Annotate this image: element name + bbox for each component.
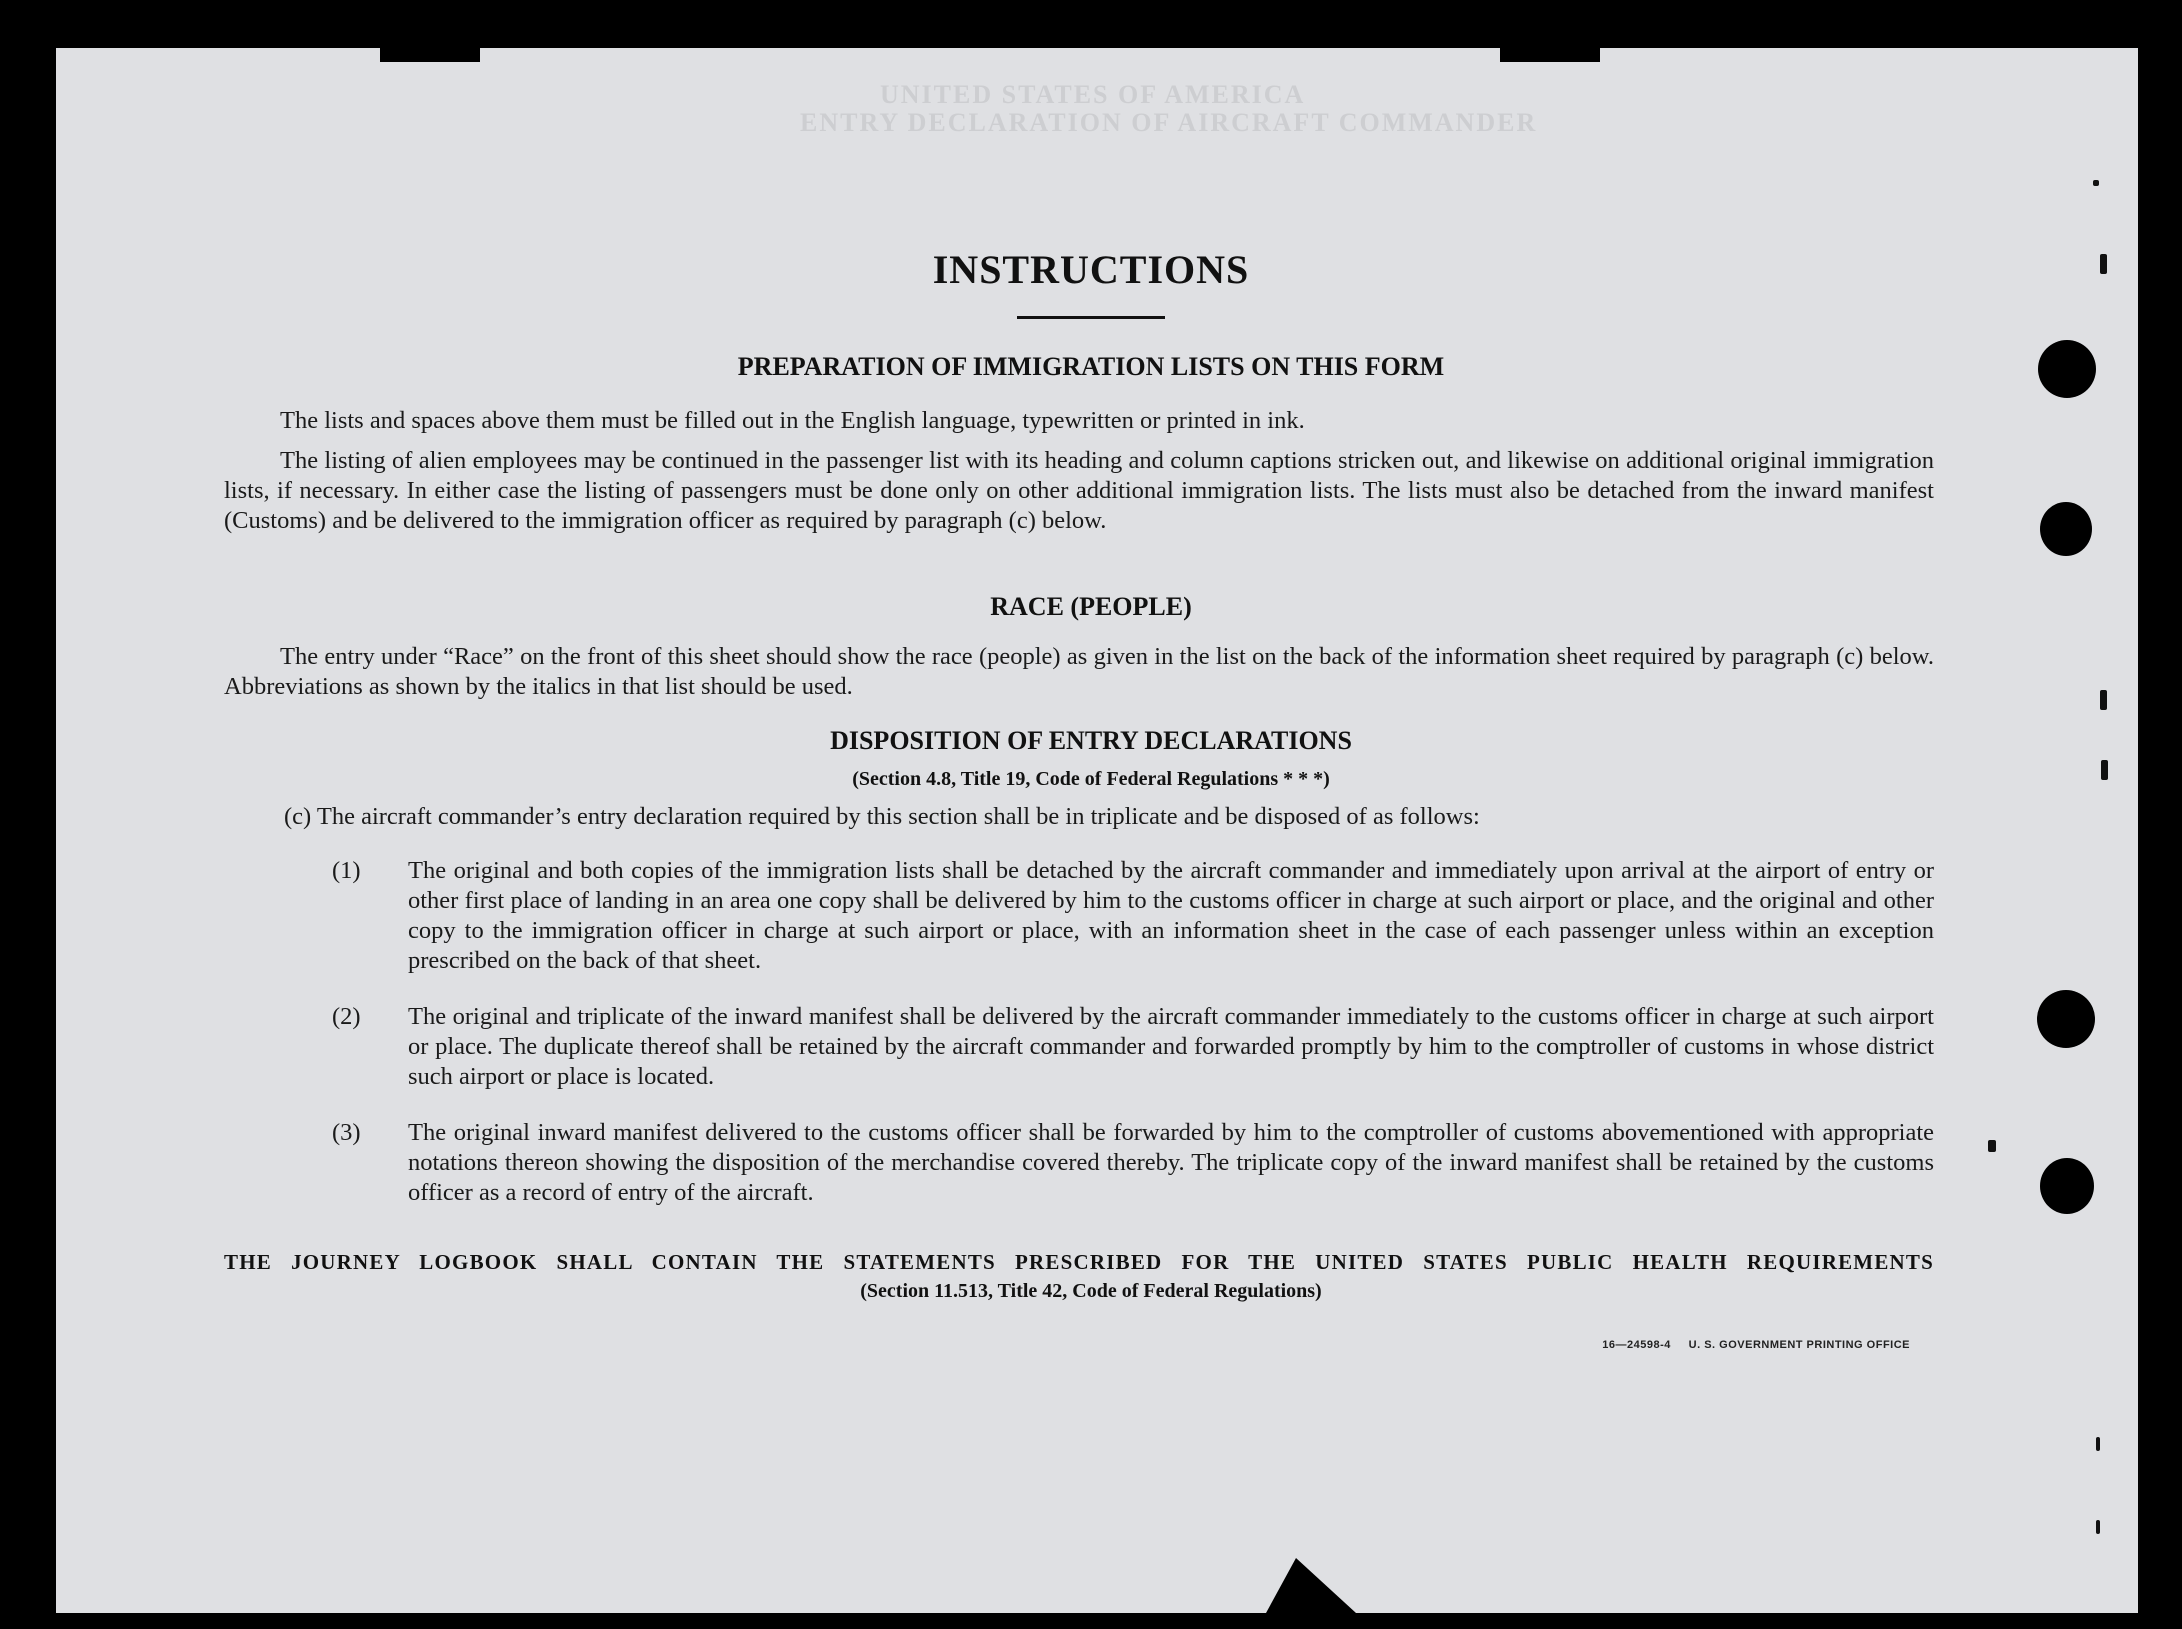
item-text: The original inward manifest delivered to the customs officer shall be forwarded by him to the comptroller of customs abovementioned with appropriate notations thereon showing the disposition of the merchandise covered thereby. The triplicate copy of the inward manifest shall be retained by the customs officer as a record of entry of the aircraft.: [408, 1119, 1934, 1206]
bleedthrough-text: ENTRY DECLARATION OF AIRCRAFT COMMANDER: [800, 108, 1538, 137]
printer-code: 16—24598-4: [1602, 1339, 1671, 1351]
punch-hole: [2040, 502, 2092, 556]
page-title: INSTRUCTIONS: [932, 247, 1250, 292]
list-item-2: [332, 1002, 1934, 1092]
speck: [2096, 1437, 2100, 1451]
footer-citation: (Section 11.513, Title 42, Code of Federal Regulations): [860, 1280, 1322, 1302]
list-item-1: [332, 856, 1934, 976]
paragraph-text: The lists and spaces above them must be filled out in the English language, typewritten or printed in ink.: [280, 407, 1305, 434]
item-number: (2): [332, 1003, 361, 1030]
item-text: The original and triplicate of the inward manifest shall be delivered by the aircraft commander immediately to the customs officer in charge at such airport or place. The duplicate thereof shall be retained by the aircraft commander and forwarded promptly by him to the comptroller of customs in whose district such airport or place is located.: [408, 1003, 1934, 1090]
speck: [1988, 1140, 1996, 1152]
item-text: The original and both copies of the immigration lists shall be detached by the aircraft commander and immediately upon arrival at the airport of entry or other first place of landing in an area one copy shall be delivered by him to the customs officer in charge at such airport or place, and the original and other copy to the immigration officer in charge at such airport or place, with an information sheet in the case of each passenger unless within an exception prescribed on the back of that sheet.: [408, 857, 1934, 974]
section-heading-race: RACE (PEOPLE): [990, 592, 1192, 621]
clause-c: (c) The aircraft commander’s entry declaration required by this section shall be in triplicate and be disposed of as follows:: [284, 803, 1480, 830]
speck: [2096, 1520, 2100, 1534]
section-citation-disposition: (Section 4.8, Title 19, Code of Federal Regulations * * *): [852, 768, 1330, 790]
punch-hole: [2037, 990, 2095, 1048]
speck: [2100, 690, 2107, 710]
punch-hole: [2040, 1158, 2094, 1214]
speck: [2093, 180, 2099, 186]
printer-imprint: [1560, 1339, 1910, 1351]
paragraph-preparation-1: [224, 406, 1934, 436]
bleedthrough-text: UNITED STATES OF AMERICA: [880, 80, 1306, 109]
title-underline: [1017, 316, 1165, 319]
item-number: (3): [332, 1119, 361, 1146]
item-number: (1): [332, 857, 361, 884]
list-item-3: [332, 1118, 1934, 1208]
paragraph-text: The listing of alien employees may be continued in the passenger list with its heading and column captions stricken out, and likewise on additional original immigration lists, if necessary. In either case the listing of passengers must be done only on other additional immigration lists. The lists must also be detached from the inward manifest (Customs) and be delivered to the immigration officer as required by paragraph (c) below.: [224, 447, 1934, 534]
footer-statement: THE JOURNEY LOGBOOK SHALL CONTAIN THE STATEMENTS PRESCRIBED FOR THE UNITED STATES PUBLIC HEALTH REQUIREMENTS: [224, 1250, 1934, 1274]
top-notch-left: [380, 44, 480, 62]
section-heading-preparation: PREPARATION OF IMMIGRATION LISTS ON THIS FORM: [737, 352, 1445, 381]
paragraph-text: The entry under “Race” on the front of this sheet should show the race (people) as given in the list on the back of the information sheet required by paragraph (c) below. Abbreviations as shown by the italics in that list should be used.: [224, 643, 1934, 700]
top-notch-right: [1500, 44, 1600, 62]
section-heading-disposition: DISPOSITION OF ENTRY DECLARATIONS: [830, 726, 1352, 755]
paragraph-race: [224, 642, 1934, 702]
printer-name: U. S. GOVERNMENT PRINTING OFFICE: [1688, 1339, 1910, 1351]
paragraph-preparation-2: [224, 446, 1934, 536]
